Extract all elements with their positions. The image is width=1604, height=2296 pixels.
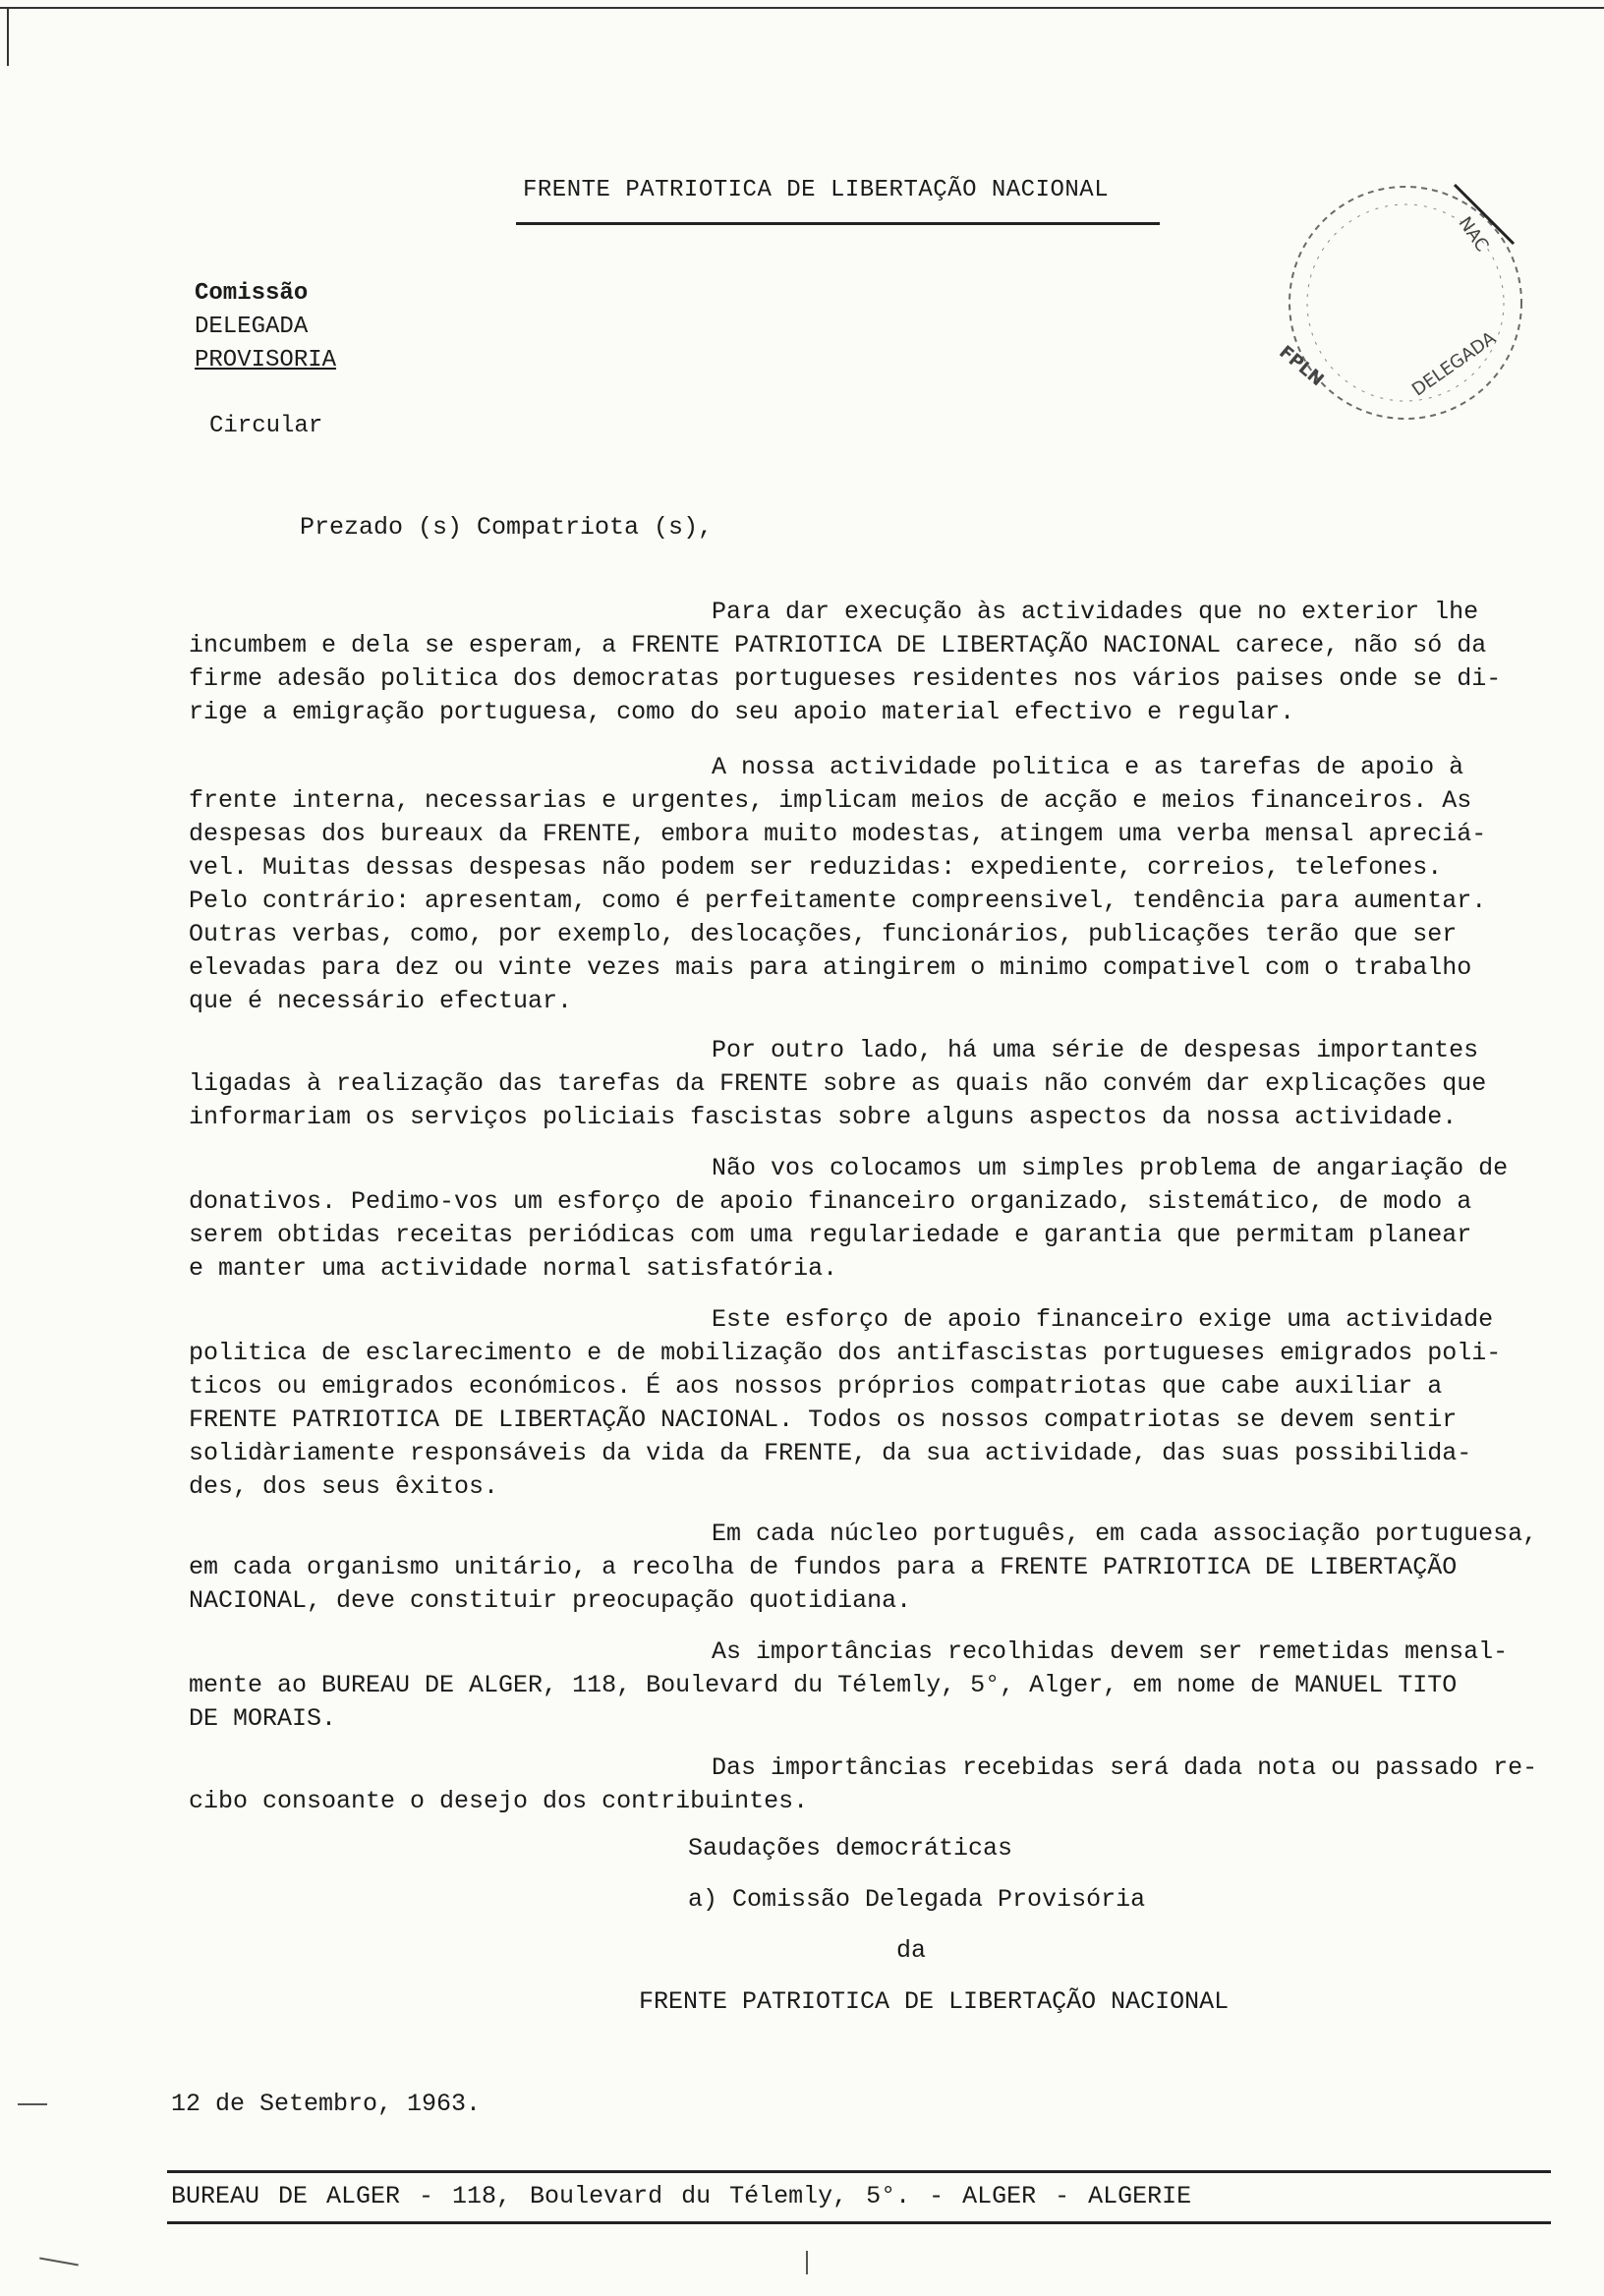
- doc-type: Circular: [209, 413, 323, 439]
- paragraph-line: mente ao BUREAU DE ALGER, 118, Boulevard du Télemly, 5°, Alger, em nome de MANUEL TITO: [189, 1671, 1458, 1699]
- stamp-text-left: FPLN: [1275, 341, 1328, 391]
- paragraph-1: [189, 596, 1555, 729]
- document-date: 12 de Setembro, 1963.: [171, 2090, 482, 2118]
- paragraph-line: NACIONAL, deve constituir preocupação quotidiana.: [189, 1586, 912, 1615]
- scan-mark: [18, 2103, 47, 2105]
- paragraph-line: Por outro lado, há uma série de despesas importantes: [712, 1036, 1479, 1064]
- paragraph-line: ticos ou emigrados económicos. É aos nossos próprios compatriotas que cabe auxiliar a: [189, 1372, 1443, 1401]
- scan-mark: [806, 2251, 808, 2274]
- paragraph-line: serem obtidas receitas periódicas com uma regulariedade e garantia que permitam planear: [189, 1221, 1472, 1249]
- paragraph-7: [189, 1636, 1555, 1736]
- paragraph-line: solidàriamente responsáveis da vida da FRENTE, da sua actividade, das suas possibilida-: [189, 1439, 1472, 1467]
- paragraph-line: rige a emigração portuguesa, como do seu apoio material efectivo e regular.: [189, 698, 1295, 726]
- paragraph-line: des, dos seus êxitos.: [189, 1472, 499, 1501]
- stamp-text-top: NAC: [1454, 212, 1493, 257]
- stamp-seal-icon: [1248, 165, 1543, 440]
- scan-mark: [39, 2258, 79, 2267]
- closing-signature: a) Comissão Delegada Provisória: [688, 1885, 1146, 1914]
- closing-salutation: Saudações democráticas: [688, 1834, 1013, 1863]
- paragraph-3: [189, 1034, 1555, 1134]
- paragraph-line: ligadas à realização das tarefas da FRENTE sobre as quais não convém dar explicações que: [189, 1069, 1487, 1098]
- page-edge-top: [0, 7, 1604, 9]
- paragraph-6: [189, 1518, 1555, 1618]
- paragraph-line: Das importâncias recebidas será dada nota ou passado re-: [712, 1753, 1538, 1782]
- greeting: Prezado (s) Compatriota (s),: [300, 513, 714, 542]
- paragraph-line: firme adesão politica dos democratas portugueses residentes nos vários paises onde se di-: [189, 664, 1502, 693]
- paragraph-line: elevadas para dez ou vinte vezes mais para atingirem o minimo compativel com o trabalho: [189, 953, 1472, 982]
- commission-line-1: Comissão: [195, 280, 309, 307]
- paragraph-line: vel. Muitas dessas despesas não podem ser reduzidas: expediente, correios, telefones.: [189, 853, 1443, 882]
- paragraph-line: Não vos colocamos um simples problema de angariação de: [712, 1154, 1509, 1182]
- paragraph-line: Este esforço de apoio financeiro exige uma actividade: [712, 1305, 1494, 1334]
- paragraph-line: incumbem e dela se esperam, a FRENTE PATRIOTICA DE LIBERTAÇÃO NACIONAL carece, não só da: [189, 631, 1487, 660]
- paragraph-line: frente interna, necessarias e urgentes, implicam meios de acção e meios financeiros. As: [189, 786, 1472, 815]
- paragraph-line: DE MORAIS.: [189, 1704, 337, 1733]
- paragraph-line: despesas dos bureaux da FRENTE, embora muito modestas, atingem uma verba mensal apreciá-: [189, 820, 1487, 848]
- paragraph-line: A nossa actividade politica e as tarefas de apoio à: [712, 753, 1464, 781]
- commission-line-2: DELEGADA: [195, 314, 309, 340]
- paragraph-5: [189, 1303, 1555, 1504]
- paragraph-8: [189, 1751, 1555, 1818]
- paragraph-line: em cada organismo unitário, a recolha de fundos para a FRENTE PATRIOTICA DE LIBERTAÇÃO: [189, 1553, 1458, 1581]
- paragraph-line: politica de esclarecimento e de mobilização dos antifascistas portugueses emigrados poli-: [189, 1339, 1502, 1367]
- paragraph-line: que é necessário efectuar.: [189, 987, 573, 1015]
- document-title: FRENTE PATRIOTICA DE LIBERTAÇÃO NACIONAL: [523, 177, 1110, 203]
- page-edge-left: [7, 7, 9, 66]
- paragraph-line: Outras verbas, como, por exemplo, deslocações, funcionários, publicações terão que ser: [189, 920, 1458, 948]
- commission-block: [195, 277, 336, 377]
- stamp-text-bottom: DELEGADA: [1407, 327, 1500, 401]
- paragraph-line: e manter uma actividade normal satisfatória.: [189, 1254, 838, 1283]
- footer-address: BUREAU DE ALGER - 118, Boulevard du Télemly, 5°. - ALGER - ALGERIE: [171, 2182, 1192, 2210]
- footer-rule-top: [167, 2170, 1551, 2173]
- paragraph-line: Pelo contrário: apresentam, como é perfeitamente compreensivel, tendência para aumentar.: [189, 887, 1487, 915]
- title-underline: [516, 222, 1160, 225]
- closing-da: da: [896, 1936, 927, 1965]
- paragraph-line: informariam os serviços policiais fascistas sobre alguns aspectos da nossa actividade.: [189, 1103, 1458, 1131]
- paragraph-line: As importâncias recolhidas devem ser remetidas mensal-: [712, 1637, 1509, 1666]
- paragraph-2: [189, 751, 1555, 1018]
- paragraph-line: Em cada núcleo português, em cada associação portuguesa,: [712, 1520, 1538, 1548]
- closing-org: FRENTE PATRIOTICA DE LIBERTAÇÃO NACIONAL: [639, 1987, 1230, 2016]
- paragraph-4: [189, 1152, 1555, 1286]
- commission-line-3: PROVISORIA: [195, 347, 337, 373]
- paragraph-line: donativos. Pedimo-vos um esforço de apoio financeiro organizado, sistemático, de modo a: [189, 1187, 1472, 1216]
- paragraph-line: cibo consoante o desejo dos contribuintes.: [189, 1787, 809, 1815]
- paragraph-line: FRENTE PATRIOTICA DE LIBERTAÇÃO NACIONAL. Todos os nossos compatriotas se devem sentir: [189, 1406, 1458, 1434]
- paragraph-line: Para dar execução às actividades que no exterior lhe: [712, 598, 1479, 626]
- footer-rule-bottom: [167, 2221, 1551, 2224]
